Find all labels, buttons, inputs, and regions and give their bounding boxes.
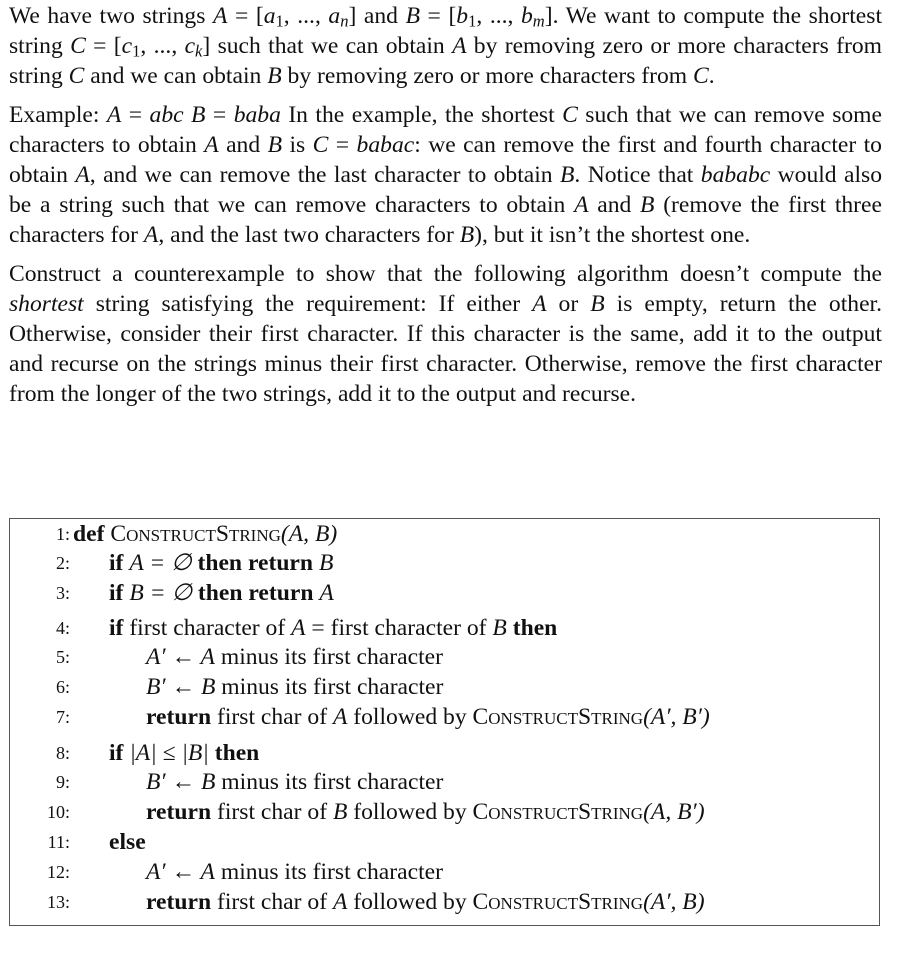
math-var: a [263,3,276,29]
text: and [588,191,641,218]
text: minus its first character [214,644,443,670]
text: and [356,3,406,29]
math-var: a [328,3,341,29]
text: minus its first character [214,859,443,885]
math-string: babac [356,132,415,159]
text: first character of [129,615,292,641]
math-bracket: ] [202,32,211,59]
code [146,887,705,917]
text: , and we can remove the last character to obtain [89,161,560,188]
line-number: 11: [47,832,70,852]
code [146,642,443,672]
keyword: then [214,740,260,766]
keyword: if [109,580,130,606]
text: followed by [347,889,473,915]
text: We have two strings [9,3,213,29]
math-subscript: k [195,41,203,61]
function-args: (A, B) [280,521,338,547]
text: by removing zero or more characters from [281,62,694,89]
problem-statement-paragraph [9,2,882,91]
math-equals: = [121,102,150,129]
math-ellipsis: , ..., [283,3,329,29]
code [109,827,146,857]
text: and [218,132,268,159]
keyword: if [109,615,130,641]
function-name: ConstructString [472,704,644,730]
math-equals: = [227,3,256,29]
text: such that we can remove some characters to obtain [9,102,883,159]
text: is [282,132,313,159]
math-var-b: B [492,615,507,641]
math-var: b [521,3,533,29]
math-subscript: n [340,11,349,31]
math-bracket: ] [544,3,553,29]
text: first char of [217,704,333,730]
assignment: A′ ← A [146,644,215,670]
function-name: ConstructString [472,799,644,825]
math-var-a: A [143,221,159,248]
math-equals: = [419,3,449,29]
math-var-a: A [452,32,467,59]
keyword: then [506,615,558,641]
math-subscript: m [532,11,545,31]
line-number: 5: [55,647,70,667]
line-number-wrap [10,797,70,827]
line-number: 13: [46,892,70,912]
math-var-a: A [106,102,122,129]
math-var-a: A [574,191,589,218]
math-bracket: [ [448,3,457,29]
function-name: ConstructString [472,889,644,915]
keyword: else [109,829,146,855]
assignment: A′ ← A [146,859,215,885]
math-equals: = [85,32,114,59]
code [109,613,557,643]
code [146,767,443,797]
line-number-wrap [10,519,70,549]
math-var-a: A [291,615,306,641]
math-string: abc [149,102,184,129]
text: In the example, the shortest [280,102,563,129]
math-var: A [332,889,348,915]
math-var: c [184,32,196,59]
text: such that we can obtain [210,32,453,59]
condition: |A| ≤ |B| [129,740,215,766]
math-string: baba [233,102,281,129]
line-number: 2: [55,553,70,573]
text: minus its first character [215,769,444,795]
text: string satisfying the requirement: If either [83,291,533,318]
emphasis: shortest [9,291,84,318]
text: first char of [217,889,333,915]
math-var: c [121,32,133,59]
line-number: 9: [55,772,70,792]
line-number-wrap [10,578,70,608]
line-number-wrap [10,672,70,702]
text: (remove the first three characters for [9,191,882,248]
return-value: B [318,550,334,576]
line-number: 6: [55,677,70,697]
math-string: bababc [700,161,771,188]
text: ), but it isn’t the shortest one. [474,221,751,248]
condition: B = ∅ [129,580,198,606]
code [109,548,333,578]
code [109,578,334,608]
text: followed by [347,704,473,730]
text: : we can remove the first and fourth character to obtain [9,132,882,188]
keyword: if [109,740,130,766]
math-bracket: [ [113,32,122,59]
math-subscript: 1 [275,11,284,31]
math-var-b: B [590,291,605,318]
text: . Notice that [574,161,701,188]
math-subscript: 1 [132,41,141,61]
math-var-c: C [312,132,329,159]
keyword: def [73,521,111,547]
function-args: (A, B′) [643,799,705,825]
line-number-wrap [10,827,70,857]
line-number-wrap [10,857,70,887]
line-number: 1: [55,524,70,544]
text: first char of [217,799,333,825]
keyword: return [146,799,217,825]
assignment: B′ ← B [146,769,216,795]
text: is empty, return the other. Otherwise, consider their first character. If this character is the same, add it to the output and recurse on the strings minus their first character. Otherwise, remove the first character from the longer of the two strings, add it to the output and recurse. [9,291,882,407]
text: by removing zero or more characters from string [9,32,882,89]
condition: A = ∅ [129,550,198,576]
keyword: then return [197,550,319,576]
math-var-b: B [560,161,575,188]
math-subscript: 1 [468,11,477,31]
text: = first character of [305,615,493,641]
math-var: B [332,799,348,825]
math-var-b: B [267,62,282,89]
text: minus its first character [215,674,444,700]
math-var-c: C [68,62,85,89]
document-body [9,2,882,419]
code [146,672,443,702]
math-equals: = [328,132,357,159]
keyword: if [109,550,130,576]
code [109,738,259,768]
math-var-a: A [532,291,547,318]
text: . [708,62,715,89]
line-number: 8: [55,743,70,763]
line-number-wrap [10,642,70,672]
math-var-b: B [267,132,283,159]
example-paragraph [9,101,882,250]
return-value: A [319,580,334,606]
text: , and the last two characters for [158,221,460,248]
math-var-a: A [212,3,228,29]
math-var-b: B [640,191,655,218]
line-number-wrap [10,767,70,797]
math-equals: = [205,102,234,129]
math-var-b: B [405,3,420,29]
text: and we can obtain [84,62,268,89]
line-number: 10: [46,802,70,822]
text: or [546,291,591,318]
math-var-c: C [70,32,86,59]
keyword: then return [197,580,320,606]
task-paragraph [9,260,882,409]
line-number: 12: [46,862,70,882]
code [73,519,337,549]
math-var-c: C [562,102,578,129]
text: . We want to compute the shortest string [9,3,883,59]
line-number-wrap [10,613,70,643]
line-number-wrap [10,738,70,768]
math-var: A [332,704,348,730]
line-number-wrap [10,702,70,732]
algorithm-box [9,518,880,926]
keyword: return [146,704,217,730]
math-ellipsis: , ..., [476,3,521,29]
function-args: (A′, B) [643,889,705,915]
math-var-a: A [75,161,90,188]
math-var: b [456,3,469,29]
math-var-c: C [693,62,709,89]
math-var-b: B [459,221,475,248]
math-var-b: B [191,102,206,129]
code [146,857,443,887]
text: would also be a string such that we can remove characters to obtain [9,161,883,218]
keyword: return [146,889,217,915]
text: followed by [347,799,473,825]
function-args: (A′, B′) [643,704,710,730]
code [146,702,710,732]
line-number: 7: [55,707,70,727]
line-number-wrap [10,548,70,578]
text: Construct a counterexample to show that the following algorithm doesn’t compute the [9,261,882,288]
math-var-a: A [204,132,219,159]
line-number: 4: [55,618,70,638]
line-number: 3: [55,583,70,603]
math-bracket: ] [348,3,357,29]
line-number-wrap [10,887,70,917]
code [146,797,705,827]
math-ellipsis: , ..., [140,32,185,59]
function-name: ConstructString [110,521,281,547]
assignment: B′ ← B [146,674,216,700]
math-bracket: [ [255,3,264,29]
text: Example: [9,102,107,129]
